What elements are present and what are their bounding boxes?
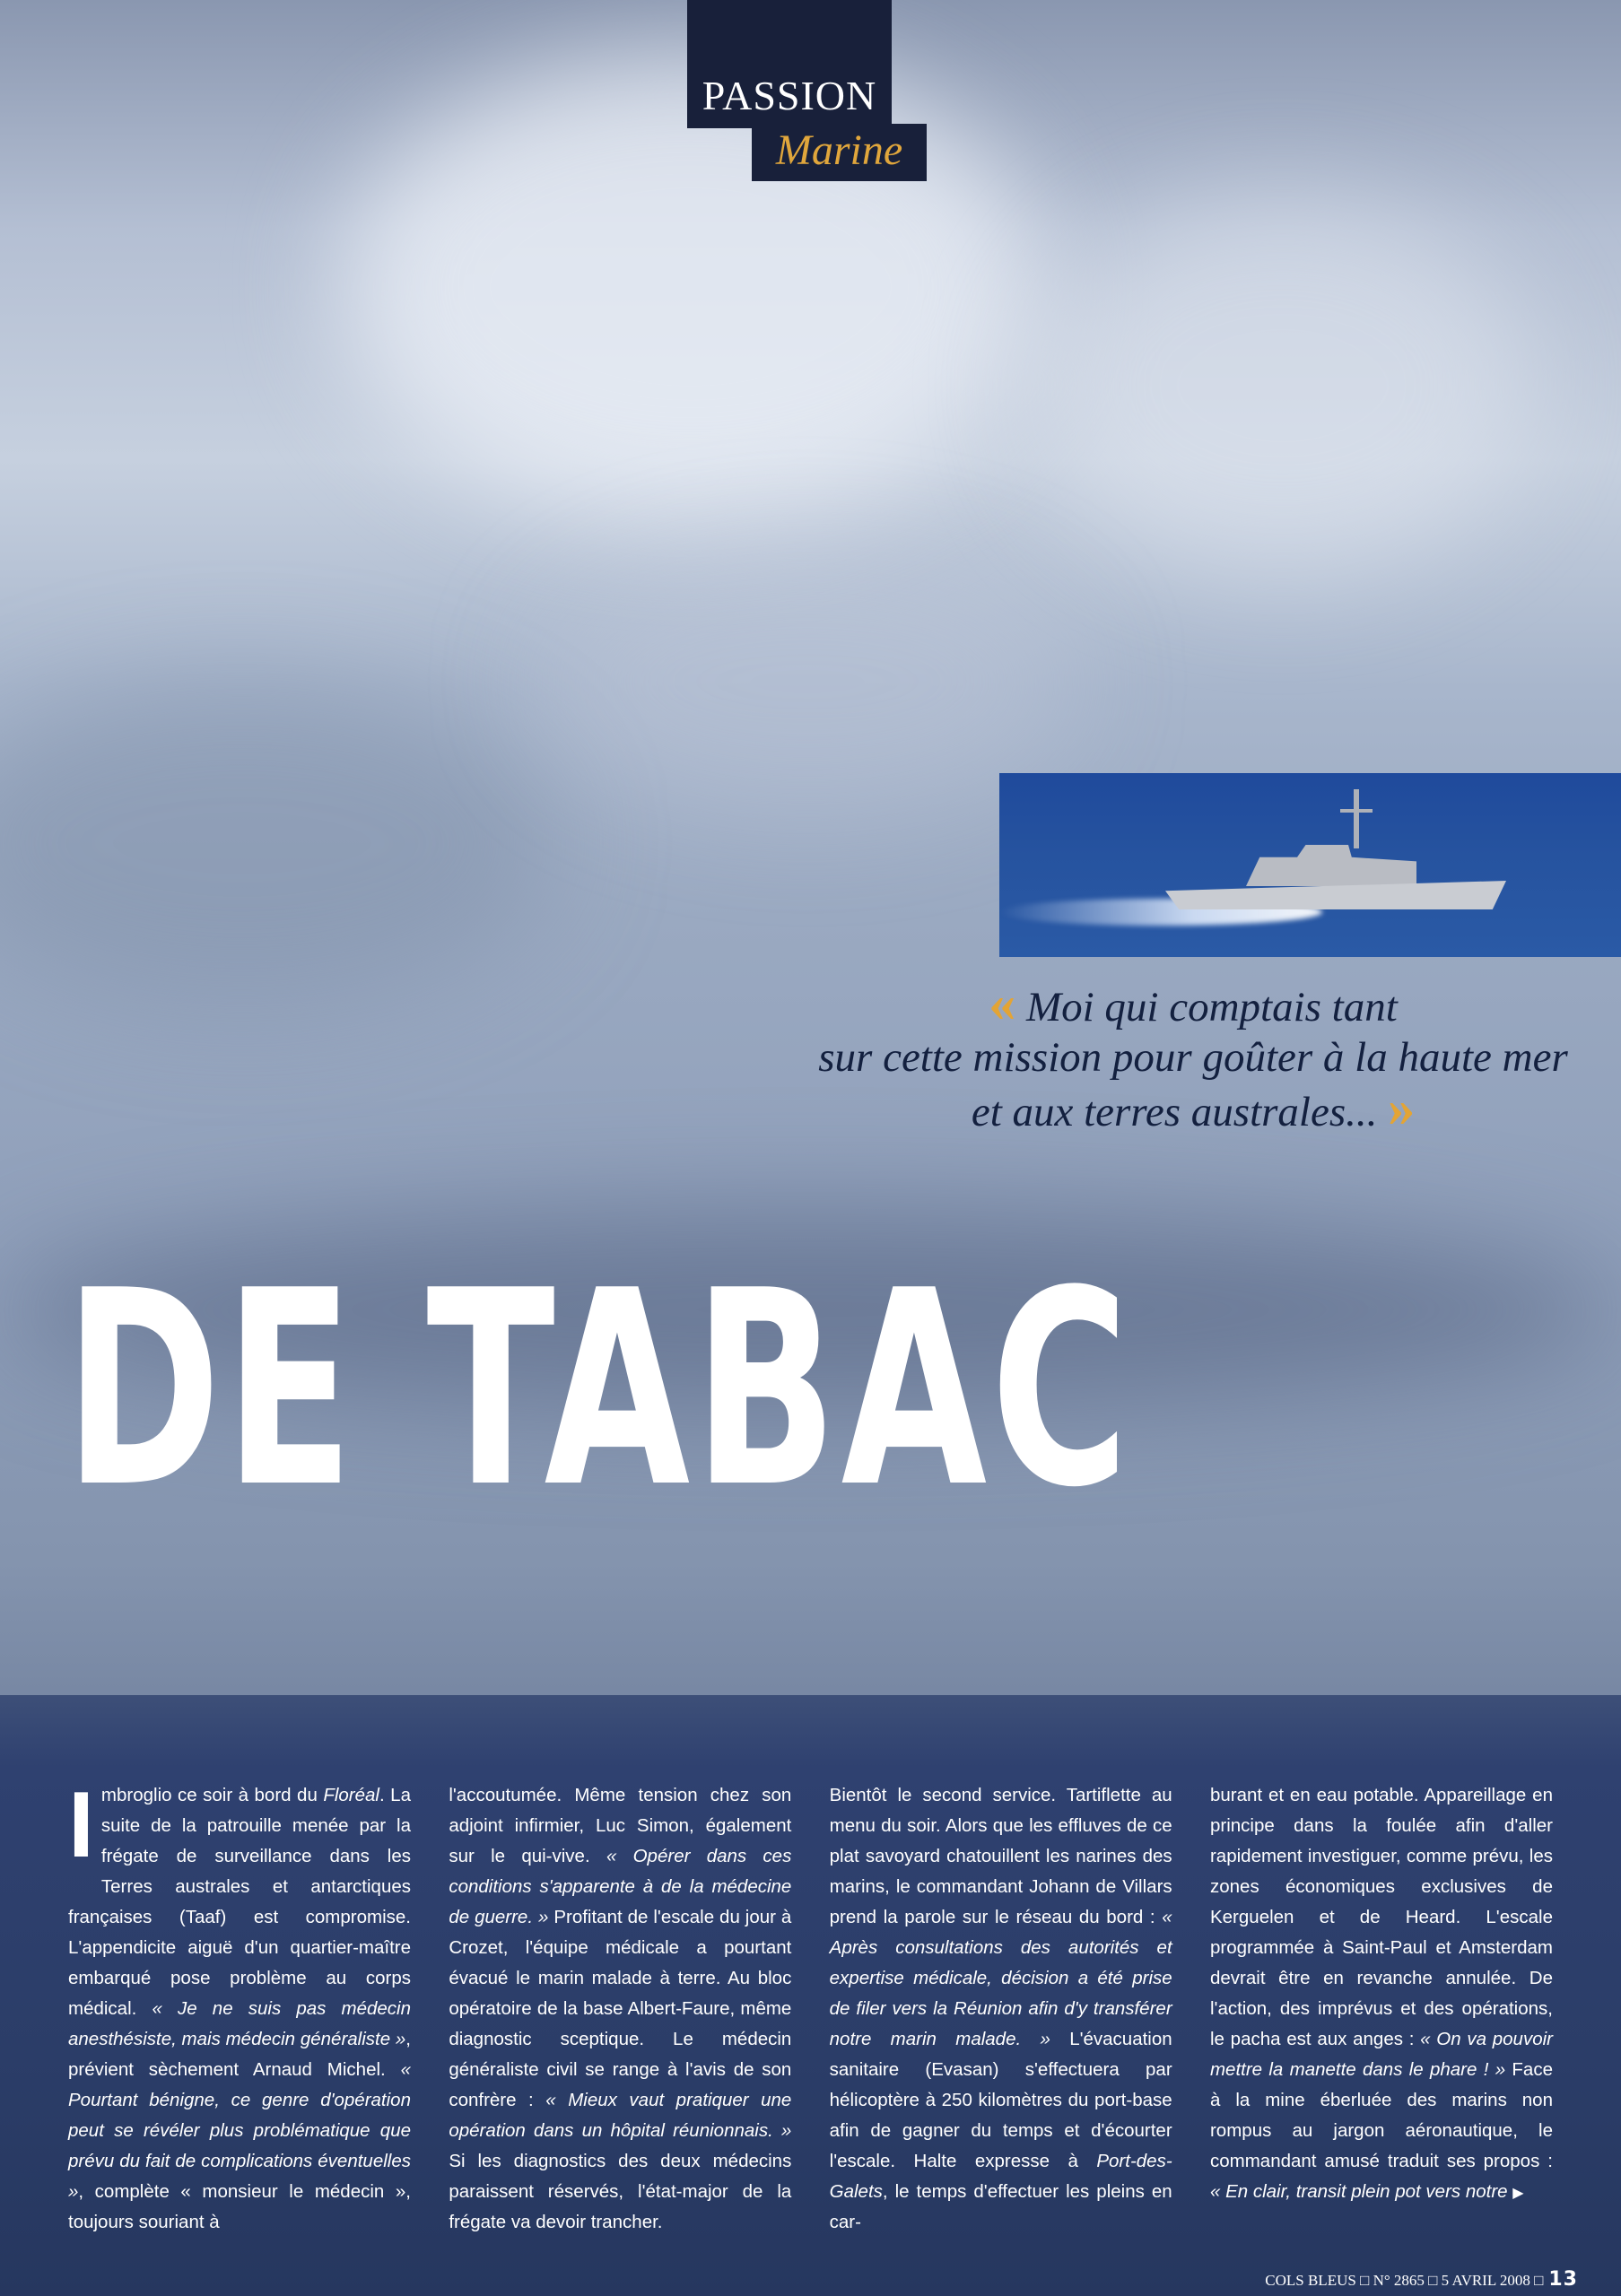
text-run: Si les diagnostics des deux médecins paraissent réservés, l'état-major de la frégate va devoir trancher. (449, 2151, 792, 2232)
article-column-3 (829, 1780, 1172, 2232)
page-number: 13 (1548, 2268, 1578, 2291)
close-quote-mark: » (1388, 1078, 1416, 1137)
ship-mast-yard (1340, 809, 1373, 813)
sky-cloud (1032, 197, 1534, 574)
drop-cap: I (68, 1773, 94, 1877)
text-run: L'évacuation sanitaire (Evasan) s'effectuera par hélicoptère à 250 kilomètres du port-base afin de gagner du temps et d'écourter l'escale. Halte expresse à (829, 2029, 1172, 2171)
text-run: , complète « monsieur le médecin », toujours souriant à (68, 2181, 411, 2232)
footer-issue: COLS BLEUS □ N° 2865 □ 5 AVRIL 2008 □ (1265, 2272, 1544, 2289)
quotation: « Après consultations des autorités et expertise médicale, décision a été prise de filer vers la Réunion afin d'y transférer notre marin malade. » (829, 1907, 1172, 2049)
text-run: mbroglio ce soir à bord du (100, 1785, 324, 1805)
pull-quote-line2: sur cette mission pour goûter à la haute mer (818, 1034, 1568, 1081)
quotation: « Mieux vaut pratiquer une opération dans un hôpital réunionnais. » (449, 2090, 792, 2141)
place-name: Port-des-Galets (829, 2151, 1172, 2202)
section-badge-marine (752, 124, 927, 181)
frigate-photo (999, 773, 1621, 957)
text-run: l'accoutumée. Même tension chez son adjoint infirmier, Luc Simon, également sur le qui-vive. (449, 1785, 792, 1866)
section-badge-line2: Marine (775, 126, 903, 174)
text-run: . La suite de la patrouille menée par la frégate de surveillance dans les Terres australes et antarctiques françaises (Taaf) est compromise. L'appendicite aiguë d'un quartier-maître embarqué pose problème au corps médical. (68, 1785, 411, 2019)
sky-cloud (538, 556, 1076, 807)
quotation: « Je ne suis pas médecin anesthésiste, mais médecin généraliste » (68, 1998, 412, 2049)
quotation: « En clair, transit plein pot vers notre (1209, 2181, 1508, 2202)
ship-mast (1354, 789, 1359, 848)
article-body (68, 1773, 1553, 2232)
sky-cloud (0, 682, 556, 1004)
quotation: « On va pouvoir mettre la manette dans le phare ! » (1209, 2029, 1553, 2080)
continue-arrow-icon: ▶ (1512, 2186, 1524, 2201)
text-run: , le temps d'effectuer les pleins en car- (829, 2181, 1172, 2232)
ship-superstructure (1246, 845, 1416, 886)
pull-quote-line3: et aux terres australes... (971, 1089, 1378, 1135)
ship-name: Floréal (323, 1785, 379, 1805)
text-run: Profitant de l'escale du jour à Crozet, l'équipe médicale a pourtant évacué le marin malade à terre. Au bloc opératoire de la base Albert-Faure, même diagnostic sceptique. Le médecin généraliste civil se range à l'avis de son confrère : (449, 1907, 792, 2110)
quotation: « Pourtant bénigne, ce genre d'opération peut se révéler plus problématique que prévu du fait de complications éventuelles » (68, 2059, 411, 2202)
section-badge-line1: PASSION (702, 73, 877, 118)
page-footer (1265, 2269, 1578, 2292)
text-run: Bientôt le second service. Tartiflette au menu du soir. Alors que les effluves de ce plat savoyard chatouillent les narines des marins, le commandant Johann de Villars prend la parole sur le réseau du bord : (829, 1785, 1172, 1927)
text-run: , prévient sèchement Arnaud Michel. (68, 2029, 411, 2080)
text-run: burant et en eau potable. Appareillage en principe dans la foulée afin d'aller rapidement investiguer, comme prévu, les zones économiques exclusives de Kerguelen et de Heard. L'escale programmée à Saint-Paul et Amsterdam devrait être en revanche annulée. De l'action, des imprévus et des opérations, le pacha est aux anges : (1209, 1785, 1553, 2049)
text-run: Face à la mine éberluée des marins non rompus au jargon aéronautique, le commandant amusé traduit ses propos : (1209, 2059, 1553, 2171)
article-column-2 (449, 1780, 792, 2232)
article-column-1 (68, 1773, 412, 2232)
section-badge-passion (687, 0, 892, 128)
open-quote-mark: « (989, 973, 1016, 1032)
article-column-4 (1210, 1780, 1553, 2229)
pull-quote (789, 973, 1597, 1137)
headline: DE TABAC (65, 1233, 1133, 1546)
quotation: « Opérer dans ces conditions s'apparente à de la médecine de guerre. » (449, 1846, 792, 1927)
pull-quote-line1: Moi qui comptais tant (1025, 984, 1398, 1031)
